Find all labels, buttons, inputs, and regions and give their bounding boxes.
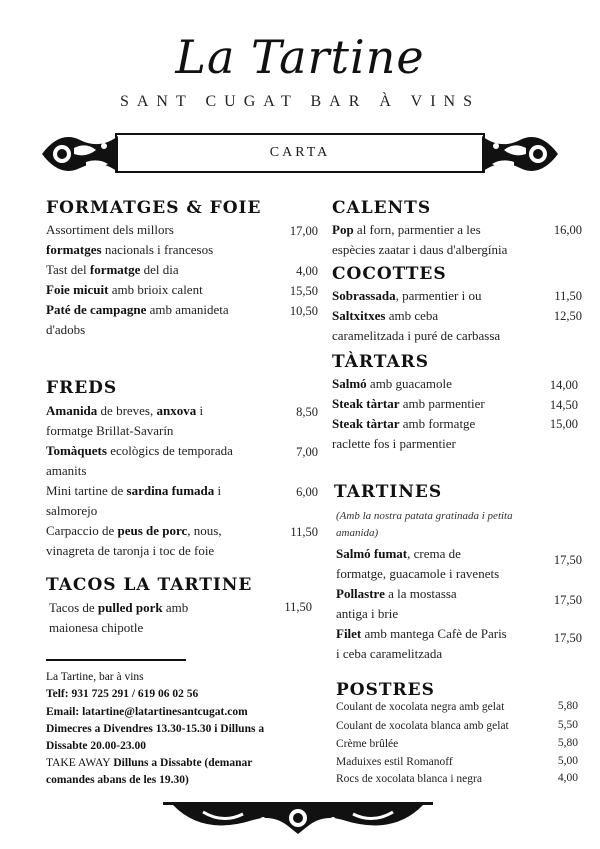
menu-item-line: espècies zaatar i daus d'albergínia bbox=[332, 242, 508, 257]
menu-item-line: vinagreta de taronja i toc de foie bbox=[46, 543, 215, 558]
menu-item-line: Filet amb mantega Cafè de Paris bbox=[336, 626, 507, 641]
price: 5,00 bbox=[557, 755, 578, 767]
carta-banner bbox=[40, 128, 560, 180]
price: 15,50 bbox=[289, 284, 318, 298]
menu-item-line: Steak tàrtar amb formatge bbox=[332, 416, 476, 431]
opening-hours: Dimecres a Divendres 13.30-15.30 i Dilluns a bbox=[46, 723, 265, 735]
tartines-note: (Amb la nostra patata gratinada i petita bbox=[336, 510, 513, 522]
price: 10,50 bbox=[289, 304, 318, 318]
menu-item-line: Saltxitxes amb ceba bbox=[332, 308, 439, 323]
ornament-right-icon bbox=[480, 128, 560, 180]
menu-item-line: Pollastre a la mostassa bbox=[336, 586, 457, 601]
banner-title: CARTA bbox=[115, 133, 485, 173]
dessert-item: Maduixes estil Romanoff bbox=[336, 756, 453, 768]
menu-item-line: i ceba caramelitzada bbox=[336, 646, 443, 661]
dessert-item: Coulant de xocolata blanca amb gelat bbox=[336, 720, 509, 732]
menu-item-line: Mini tartine de sardina fumada i bbox=[46, 483, 222, 498]
price: 12,50 bbox=[553, 309, 582, 323]
menu-item-line: raclette fos i parmentier bbox=[332, 436, 456, 451]
menu-item-line: formatges nacionals i francesos bbox=[46, 242, 214, 257]
bottom-ornament-icon bbox=[163, 800, 433, 838]
menu-item-line: maionesa chipotle bbox=[49, 620, 144, 635]
price: 16,00 bbox=[553, 223, 582, 237]
price: 11,50 bbox=[284, 600, 312, 614]
menu-item-line: Pop al forn, parmentier a les bbox=[332, 222, 481, 237]
divider bbox=[46, 659, 186, 661]
price: 11,50 bbox=[290, 525, 318, 539]
section-title-cocottes: COCOTTES bbox=[332, 264, 447, 284]
price: 4,00 bbox=[557, 772, 578, 784]
menu-item-line: Assortiment dels millors bbox=[46, 222, 174, 237]
menu-item-line: Steak tàrtar amb parmentier bbox=[332, 396, 485, 411]
price: 17,50 bbox=[553, 553, 582, 567]
subtitle: SANT CUGAT BAR À VINS bbox=[119, 93, 481, 110]
price: 6,00 bbox=[296, 485, 318, 499]
price: 5,80 bbox=[557, 700, 578, 712]
take-away-info: comandes abans de les 19.30) bbox=[46, 774, 189, 786]
contact-email[interactable]: Email: latartine@latartinesantcugat.com bbox=[46, 706, 248, 718]
menu-item-line: formatge Brillat-Savarín bbox=[46, 423, 174, 438]
section-title-freds: FREDS bbox=[46, 378, 118, 398]
take-away-info: TAKE AWAY Dilluns a Dissabte (demanar bbox=[46, 757, 253, 769]
menu-item-line: caramelitzada i puré de carbassa bbox=[332, 328, 501, 343]
menu-item-line: Sobrassada, parmentier i ou bbox=[332, 288, 482, 303]
menu-item-line: Tomàquets ecològics de temporada bbox=[46, 443, 233, 458]
menu-item-line: salmorejo bbox=[46, 503, 98, 518]
dessert-item: Coulant de xocolata negra amb gelat bbox=[336, 701, 505, 713]
contact-phone[interactable]: Telf: 931 725 291 / 619 06 02 56 bbox=[46, 688, 199, 700]
price: 5,50 bbox=[557, 719, 578, 731]
price: 14,50 bbox=[549, 398, 578, 412]
price: 4,00 bbox=[296, 264, 318, 278]
menu-item-line: Tacos de pulled pork amb bbox=[49, 600, 189, 615]
section-title-formatges: FORMATGES & FOIE bbox=[46, 198, 262, 218]
opening-hours: Dissabte 20.00-23.00 bbox=[46, 740, 146, 752]
menu-item-line: Paté de campagne amb amanideta bbox=[46, 302, 229, 317]
logo: La Tartine bbox=[175, 30, 425, 84]
price: 14,00 bbox=[549, 378, 578, 392]
menu-item-line: d'adobs bbox=[46, 322, 86, 337]
menu-item-line: Amanida de breves, anxova i bbox=[46, 403, 204, 418]
price: 17,50 bbox=[553, 631, 582, 645]
menu-item-line: Salmó amb guacamole bbox=[332, 376, 452, 391]
menu-item-line: amanits bbox=[46, 463, 87, 478]
menu-item-line: Salmó fumat, crema de bbox=[336, 546, 461, 561]
section-title-calents: CALENTS bbox=[332, 198, 432, 218]
menu-item-line: formatge, guacamole i ravenets bbox=[336, 566, 500, 581]
price: 11,50 bbox=[554, 289, 582, 303]
menu-item-line: Tast del formatge del dia bbox=[46, 262, 179, 277]
tartines-note: amanida) bbox=[336, 527, 379, 539]
price: 17,50 bbox=[553, 593, 582, 607]
dessert-item: Rocs de xocolata blanca i negra bbox=[336, 773, 482, 785]
price: 7,00 bbox=[296, 445, 318, 459]
section-title-postres: POSTRES bbox=[336, 680, 435, 700]
price: 8,50 bbox=[296, 405, 318, 419]
price: 5,80 bbox=[557, 737, 578, 749]
section-title-tartars: TÀRTARS bbox=[332, 352, 430, 372]
menu-item-line: Carpaccio de peus de porc, nous, bbox=[46, 523, 222, 538]
section-title-tartines: TARTINES bbox=[334, 482, 443, 502]
price: 17,00 bbox=[289, 224, 318, 238]
menu-item-line: Foie micuit amb brioix calent bbox=[46, 282, 203, 297]
menu-item-line: antiga i brie bbox=[336, 606, 399, 621]
dessert-item: Crème brûlée bbox=[336, 738, 399, 750]
ornament-left-icon bbox=[40, 128, 120, 180]
price: 15,00 bbox=[549, 417, 578, 431]
contact-name: La Tartine, bar à vins bbox=[46, 671, 144, 683]
section-title-tacos: TACOS LA TARTINE bbox=[46, 575, 253, 595]
